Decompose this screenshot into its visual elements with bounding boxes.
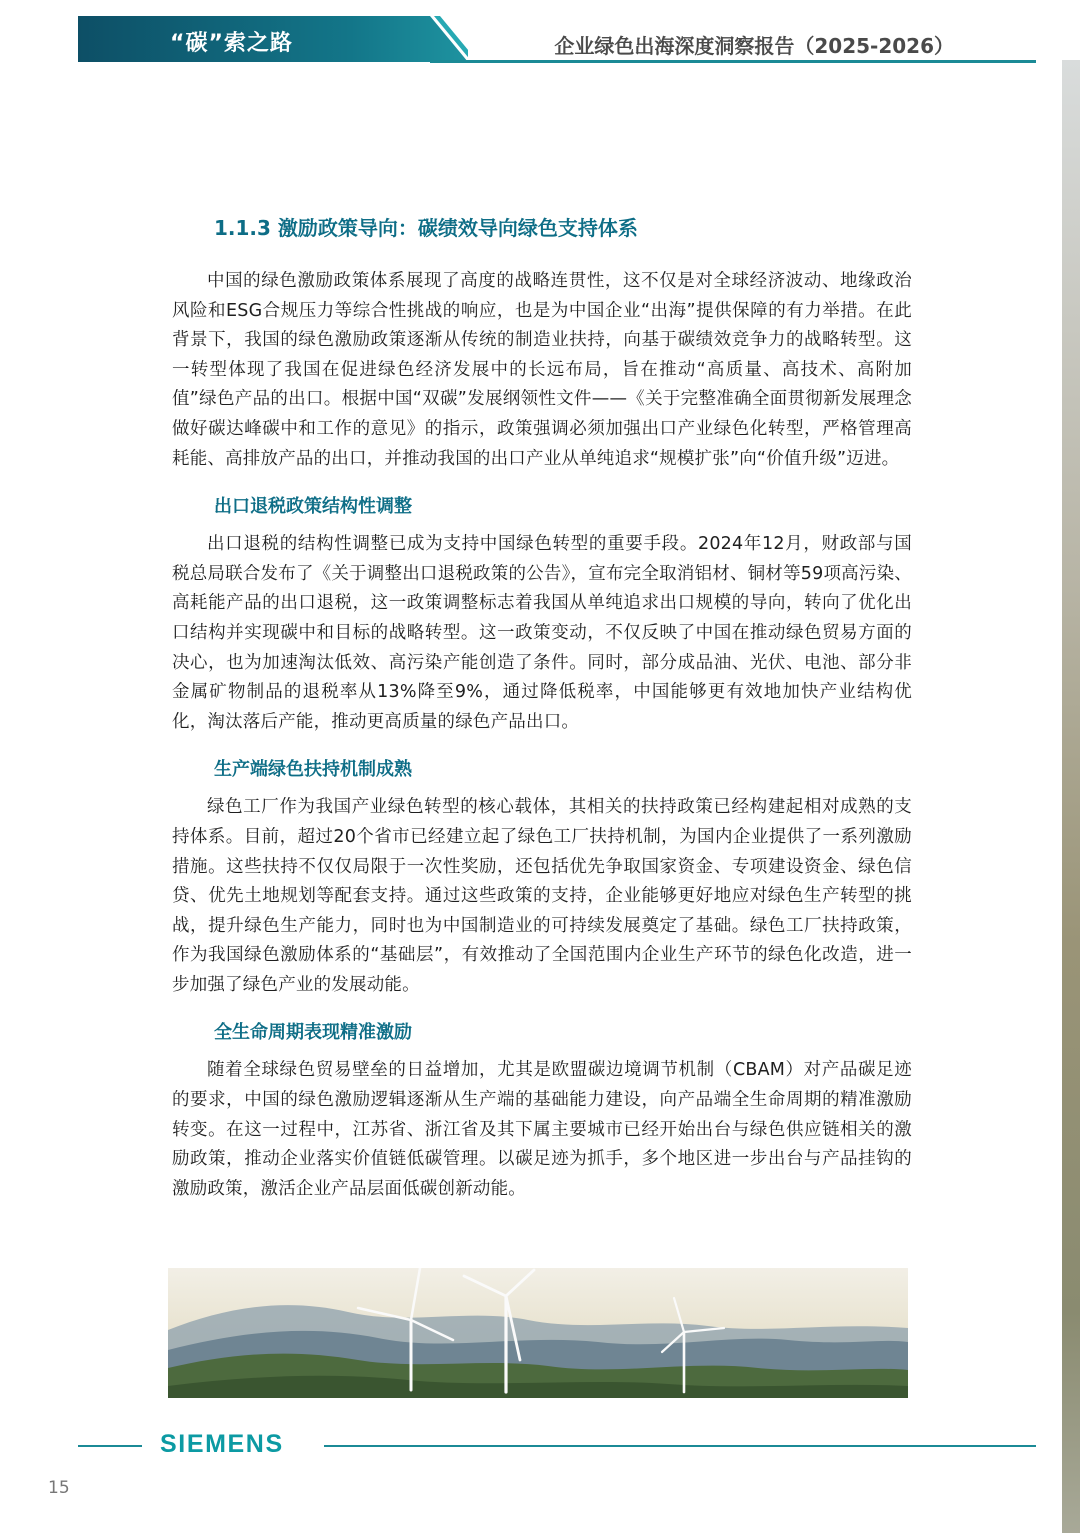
paragraph-export-rebate: 出口退税的结构性调整已成为支持中国绿色转型的重要手段。2024年12月，财政部与国税总局联合发布了《关于调整出口退税政策的公告》，宣布完全取消铝材、铜材等59项高污染、高耗能产品的出口退税，这一政策调整标志着我国从单纯追求出口规模的导向，转向了优化出口结构并实现碳中和目标的战略转型。这一政策变动，不仅反映了中国在推动绿色贸易方面的决心，也为加速淘汰低效、高污染产能创造了条件。同时，部分成品油、光伏、电池、部分非金属矿物制品的退税率从13%降至9%，通过降低税率，中国能够更有效地加快产业结构优化，淘汰落后产能，推动更高质量的绿色产品出口。 bbox=[172, 534, 912, 732]
footer-divider-left bbox=[78, 1445, 142, 1447]
header-title: “碳”索之路 bbox=[170, 31, 293, 56]
paragraph-green-factory: 绿色工厂作为我国产业绿色转型的核心载体，其相关的扶持政策已经构建起相对成熟的支持体系。目前，超过20个省市已经建立起了绿色工厂扶持机制，为国内企业提供了一系列激励措施。这些扶持不仅仅局限于一次性奖励，还包括优先争取国家资金、专项建设资金、绿色信贷、优先土地规划等配套支持。通过这些政策的支持，企业能够更好地应对绿色生产转型的挑战，提升绿色生产能力，同时也为中国制造业的可持续发展奠定了基础。绿色工厂扶持政策，作为我国绿色激励体系的“基础层”，有效推动了全国范围内企业生产环节的绿色化改造，进一步加强了绿色产业的发展动能。 bbox=[172, 797, 912, 995]
subheading-green-factory: 生产端绿色扶持机制成熟 bbox=[214, 759, 412, 781]
footer-divider-right bbox=[324, 1445, 1036, 1447]
intro-paragraph: 中国的绿色激励政策体系展现了高度的战略连贯性，这不仅是对全球经济波动、地缘政治风险和ESG合规压力等综合性挑战的响应，也是为中国企业“出海”提供保障的有力举措。在此背景下，我国的绿色激励政策逐渐从传统的制造业扶持，向基于碳绩效竞争力的战略转型。这一转型体现了我国在促进绿色经济发展中的长远布局，旨在推动“高质量、高技术、高附加值”绿色产品的出口。根据中国“双碳”发展纲领性文件——《关于完整准确全面贯彻新发展理念做好碳达峰碳中和工作的意见》的指示，政策强调必须加强出口产业绿色化转型，严格管理高耗能、高排放产品的出口，并推动我国的出口产业从单纯追求“规模扩张”向“价值升级”迈进。 bbox=[172, 271, 912, 469]
subheading-export-rebate: 出口退税政策结构性调整 bbox=[214, 496, 412, 518]
paragraph-lifecycle: 随着全球绿色贸易壁垒的日益增加，尤其是欧盟碳边境调节机制（CBAM）对产品碳足迹的要求，中国的绿色激励逻辑逐渐从生产端的基础能力建设，向产品端全生命周期的精准激励转变。在这一过程中，江苏省、浙江省及其下属主要城市已经开始出台与绿色供应链相关的激励政策，推动企业落实价值链低碳管理。以碳足迹为抓手，多个地区进一步出台与产品挂钩的激励政策，激活企业产品层面低碳创新动能。 bbox=[172, 1060, 912, 1199]
page-number: 15 bbox=[48, 1478, 70, 1498]
siemens-logo: SIEMENS bbox=[160, 1430, 284, 1458]
subheading-lifecycle: 全生命周期表现精准激励 bbox=[214, 1022, 412, 1044]
wind-turbine-landscape-image bbox=[168, 1268, 908, 1398]
main-content bbox=[172, 212, 912, 1216]
header-divider bbox=[430, 60, 1036, 63]
right-edge-image bbox=[1062, 60, 1080, 1533]
section-title: 1.1.3 激励政策导向：碳绩效导向绿色支持体系 bbox=[214, 216, 638, 240]
header-subtitle: 企业绿色出海深度洞察报告（2025-2026） bbox=[554, 34, 954, 58]
